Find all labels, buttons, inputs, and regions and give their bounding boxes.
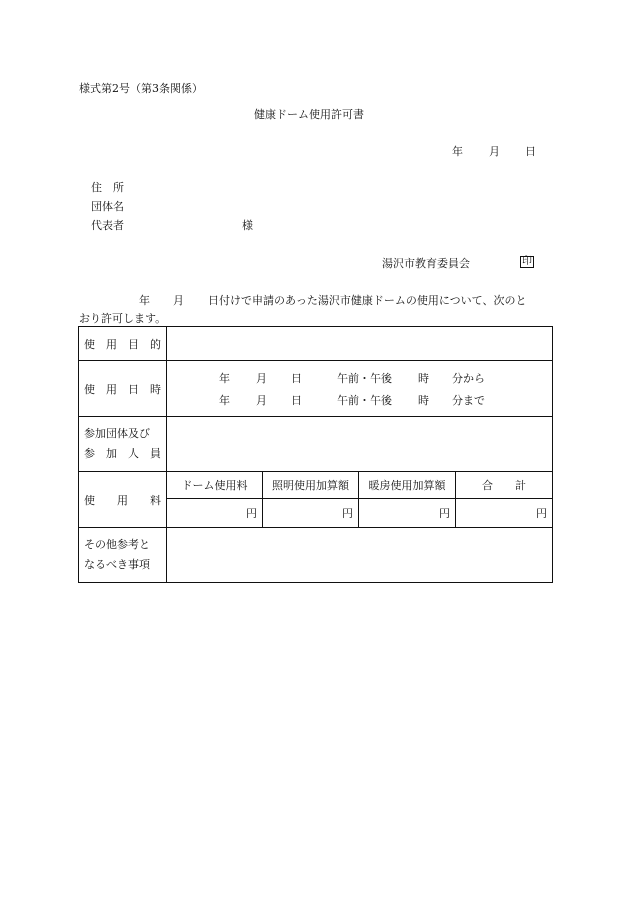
participants-label: 参加団体及び 参 加 人 員	[79, 417, 167, 472]
lighting-fee-value: 円	[263, 499, 359, 528]
participants-value	[167, 417, 553, 472]
dome-fee-value: 円	[167, 499, 263, 528]
issuer-name: 湯沢市教育委員会	[382, 257, 470, 270]
body-text-line1: 日付けで申請のあった湯沢市健康ドームの使用について、次のと	[208, 294, 527, 307]
total-fee-header: 合 計	[456, 472, 553, 499]
form-number: 様式第2号（第3条関係）	[79, 82, 203, 95]
heating-fee-value: 円	[359, 499, 456, 528]
other-notes-label: その他参考と なるべき事項	[79, 528, 167, 583]
purpose-label: 使 用 目 的	[79, 327, 167, 361]
datetime-value	[167, 361, 553, 417]
honorific: 様	[242, 219, 253, 232]
date-month: 月	[489, 145, 500, 158]
datetime-from-row: 年 月 日 午前・午後 時 分から	[219, 371, 485, 385]
datetime-to-row: 年 月 日 午前・午後 時 分まで	[219, 393, 485, 407]
purpose-value	[167, 327, 553, 361]
group-name-label: 団体名	[91, 200, 124, 213]
dome-fee-header: ドーム使用料	[167, 472, 263, 499]
date-day: 日	[525, 145, 536, 158]
lighting-fee-header: 照明使用加算額	[263, 472, 359, 499]
body-month: 月	[173, 294, 184, 307]
seal-mark: 印	[522, 256, 532, 267]
address-label: 住 所	[91, 181, 124, 194]
body-text-line2: おり許可します。	[79, 312, 167, 325]
other-notes-value	[167, 528, 553, 583]
fee-label: 使 用 料	[79, 472, 167, 528]
document-title: 健康ドーム使用許可書	[254, 108, 364, 121]
date-year: 年	[452, 145, 463, 158]
permit-table	[78, 326, 553, 583]
datetime-label: 使 用 日 時	[79, 361, 167, 417]
body-year: 年	[139, 294, 150, 307]
representative-label: 代表者	[91, 219, 124, 232]
heating-fee-header: 暖房使用加算額	[359, 472, 456, 499]
total-fee-value: 円	[456, 499, 553, 528]
